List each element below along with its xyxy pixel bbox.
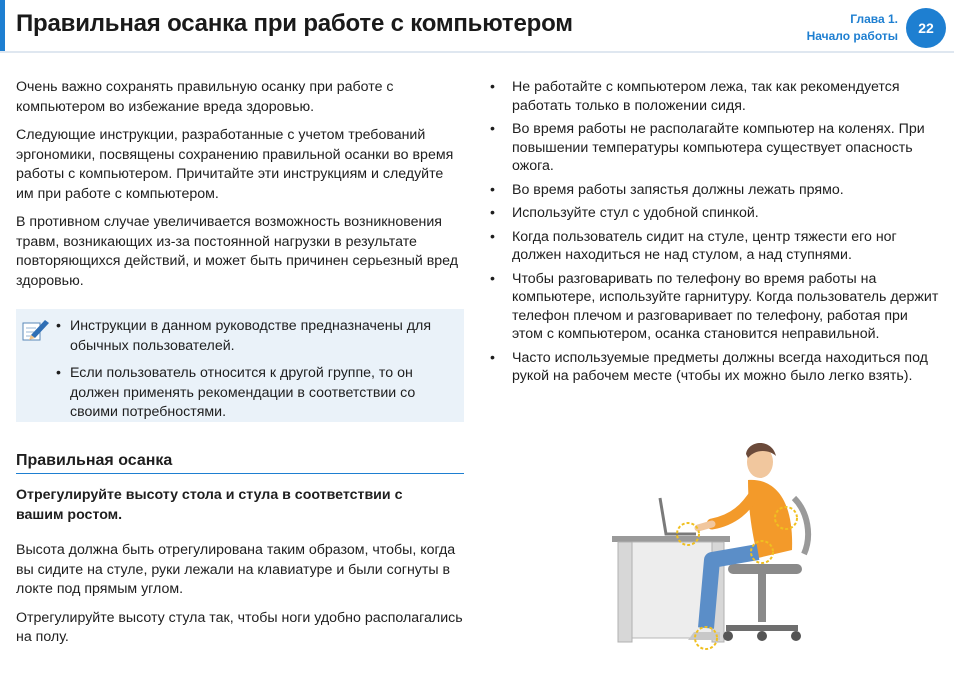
tip-item: • Когда пользователь сидит на стуле, центр тяжести его ног должен находиться не над стулом, а над ступнями. [489, 228, 939, 265]
tip-item: • Чтобы разговаривать по телефону во время работы на компьютере, используйте гарнитуру. Когда пользователь держит телефон плечом и разговаривает по телефону, работая при этом с компьютером, осанка становится неправильной. [489, 270, 939, 344]
section-paragraph: Высота должна быть отрегулирована таким образом, чтобы, когда вы сидите на стуле, руки лежали на клавиатуре и были согнуты в локте под прямым углом. [16, 542, 456, 597]
tips-list [489, 78, 939, 386]
note-box [16, 309, 464, 422]
tip-item: • Не работайте с компьютером лежа, так как рекомендуется работать только в положении сидя. [489, 78, 939, 115]
page-number-badge: 22 [906, 8, 946, 48]
chair-wheel [723, 631, 733, 641]
desk-leg [618, 542, 632, 642]
intro-paragraph: Очень важно сохранять правильную осанку при работе с компьютером во избежание вреда здоровью. [16, 79, 394, 115]
posture-tips [489, 78, 939, 391]
section-body [16, 541, 464, 657]
intro-text [16, 78, 464, 300]
chair-wheel [791, 631, 801, 641]
header-accent-bar [0, 0, 5, 51]
section-subheading: Отрегулируйте высоту стола и стула в соответствии с вашим ростом. [16, 487, 403, 523]
note-item: • Инструкции в данном руководстве предназначены для обычных пользователей. [56, 317, 456, 356]
chapter-number: Глава 1. [850, 12, 898, 26]
seated-posture-illustration [608, 432, 830, 658]
chair-wheel [757, 631, 767, 641]
desk-top [612, 536, 730, 542]
laptop [660, 498, 696, 534]
person-legs [706, 552, 758, 628]
person-hand [698, 524, 712, 528]
tip-item: • Во время работы запястья должны лежать прямо. [489, 181, 939, 200]
chair-seat [728, 564, 802, 574]
page-title: Правильная осанка при работе с компьютером [16, 10, 573, 37]
intro-paragraph: Следующие инструкции, разработанные с учетом требований эргономики, посвящены сохранению правильной осанки во время работы с компьютером. Причитайте эти инструкциям и следуйте им при работе с компьютером. [16, 127, 454, 202]
tip-item: • Используйте стул с удобной спинкой. [489, 204, 939, 223]
tip-item: • Во время работы не располагайте компьютер на коленях. При повышении температуры компьютера существует опасность ожога. [489, 120, 939, 176]
chair-back [794, 498, 808, 554]
pencil-note-icon [21, 317, 51, 343]
person-arm [712, 492, 756, 524]
page-header [0, 0, 954, 53]
section-heading: Правильная осанка [16, 452, 464, 474]
tip-item: • Часто используемые предметы должны всегда находиться под рукой на рабочем месте (чтобы их можно было легко взять). [489, 349, 939, 386]
note-list [56, 317, 456, 431]
chapter-section: Начало работы [806, 29, 898, 43]
note-item: • Если пользователь относится к другой группе, то он должен применять рекомендации в соответствии со своими потребностями. [56, 364, 456, 423]
chapter-label [807, 11, 898, 45]
intro-paragraph: В противном случае увеличивается возможность возникновения травм, возникающих из-за постоянной нагрузки в результате повторяющихся действий, и может быть причинен серьезный вред здоровью. [16, 214, 458, 289]
section-paragraph: Отрегулируйте высоту стула так, чтобы ноги удобно располагались на полу. [16, 609, 463, 645]
chair-post [758, 574, 766, 622]
